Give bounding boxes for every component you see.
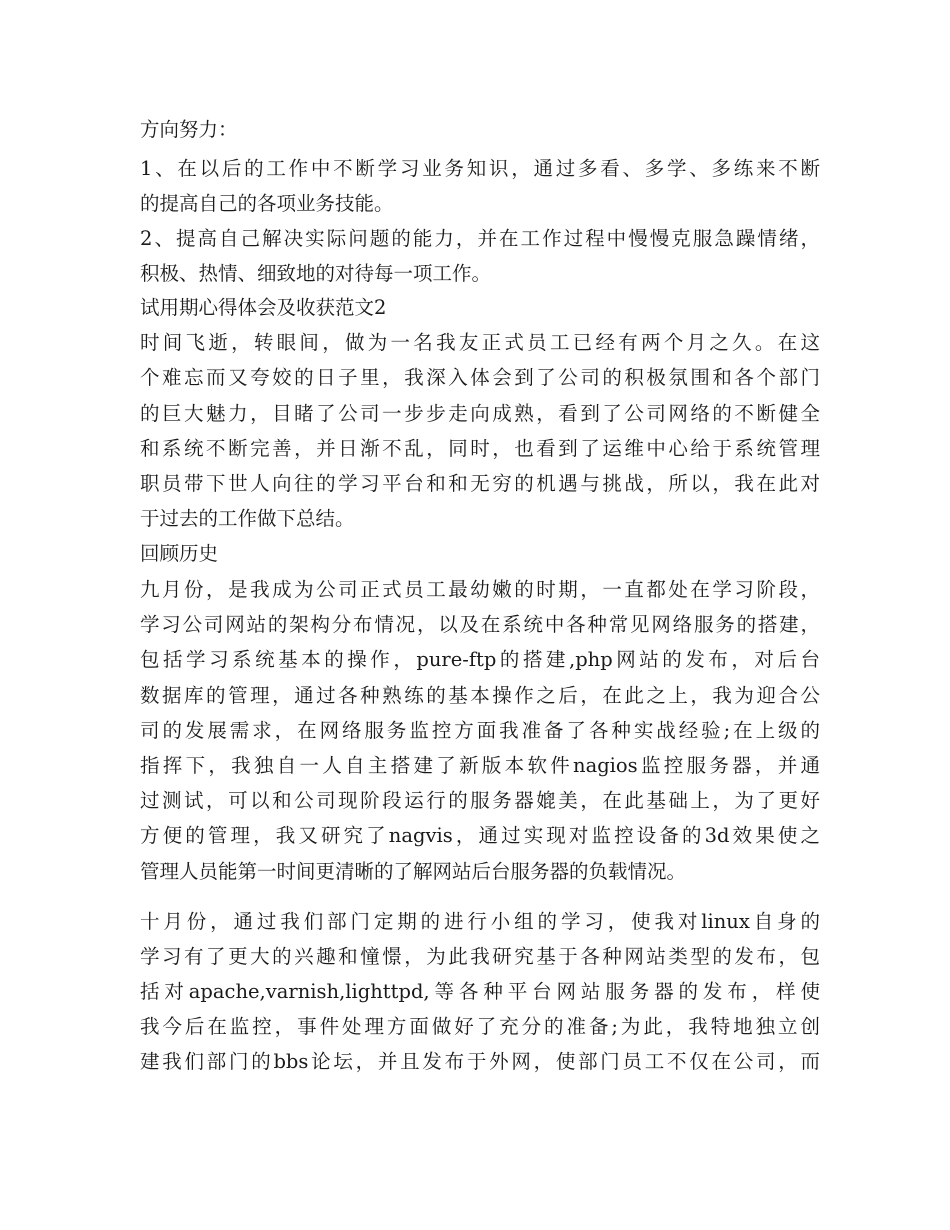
text-line: 方向努力： <box>140 118 238 141</box>
text-line: 学习有了更大的兴趣和憧憬，为此我研究基于各种网站类型的发布，包 <box>140 945 820 968</box>
text-line: 和系统不断完善，并日渐不乱，同时，也看到了运维中心给于系统管理 <box>140 437 820 460</box>
text-line: 包括学习系统基本的操作，pure-ftp的搭建,php网站的发布，对后台 <box>140 648 820 671</box>
text-line: 时间飞逝，转眼间，做为一名我友正式员工已经有两个月之久。在这 <box>140 331 820 354</box>
text-line: 2、提高自己解决实际问题的能力，并在工作过程中慢慢克服急躁情绪， <box>140 227 820 250</box>
text-line: 十月份，通过我们部门定期的进行小组的学习，使我对linux自身的 <box>140 910 820 933</box>
text-line: 的巨大魅力，目睹了公司一步步走向成熟，看到了公司网络的不断健全 <box>140 402 820 425</box>
text-line: 学习公司网站的架构分布情况，以及在系统中各种常见网络服务的搭建， <box>140 613 820 636</box>
text-line: 于过去的工作做下总结。 <box>140 507 355 530</box>
text-line: 司的发展需求，在网络服务监控方面我准备了各种实战经验;在上级的 <box>140 719 820 742</box>
text-line: 数据库的管理，通过各种熟练的基本操作之后，在此之上，我为迎合公 <box>140 684 820 707</box>
text-line: 的提高自己的各项业务技能。 <box>140 192 394 215</box>
text-line: 我今后在监控，事件处理方面做好了充分的准备;为此，我特地独立创 <box>140 1015 820 1038</box>
text-line: 九月份，是我成为公司正式员工最幼嫩的时期，一直都处在学习阶段， <box>140 578 820 601</box>
text-line: 个难忘而又夸姣的日子里，我深入体会到了公司的积极氛围和各个部门 <box>140 366 820 389</box>
text-line: 指挥下，我独自一人自主搭建了新版本软件nagios监控服务器，并通 <box>140 754 820 777</box>
text-line: 职员带下世人向往的学习平台和和无穷的机遇与挑战，所以，我在此对 <box>140 472 820 495</box>
text-line: 积极、热情、细致地的对待每一项工作。 <box>140 262 492 285</box>
section-heading: 回顾历史 <box>140 542 219 565</box>
text-line: 方便的管理，我又研究了nagvis，通过实现对监控设备的3d效果使之 <box>140 824 820 847</box>
text-line: 管理人员能第一时间更清晰的了解网站后台服务器的负载情况。 <box>140 860 687 883</box>
text-line: 建我们部门的bbs论坛，并且发布于外网，使部门员工不仅在公司，而 <box>140 1050 820 1073</box>
section-heading: 试用期心得体会及收获范文2 <box>140 296 387 319</box>
text-line: 括对apache,varnish,lighttpd,等各种平台网站服务器的发布，样使 <box>140 980 820 1003</box>
text-line: 过测试，可以和公司现阶段运行的服务器媲美，在此基础上，为了更好 <box>140 789 820 812</box>
text-line: 1、在以后的工作中不断学习业务知识，通过多看、多学、多练来不断 <box>140 157 820 180</box>
